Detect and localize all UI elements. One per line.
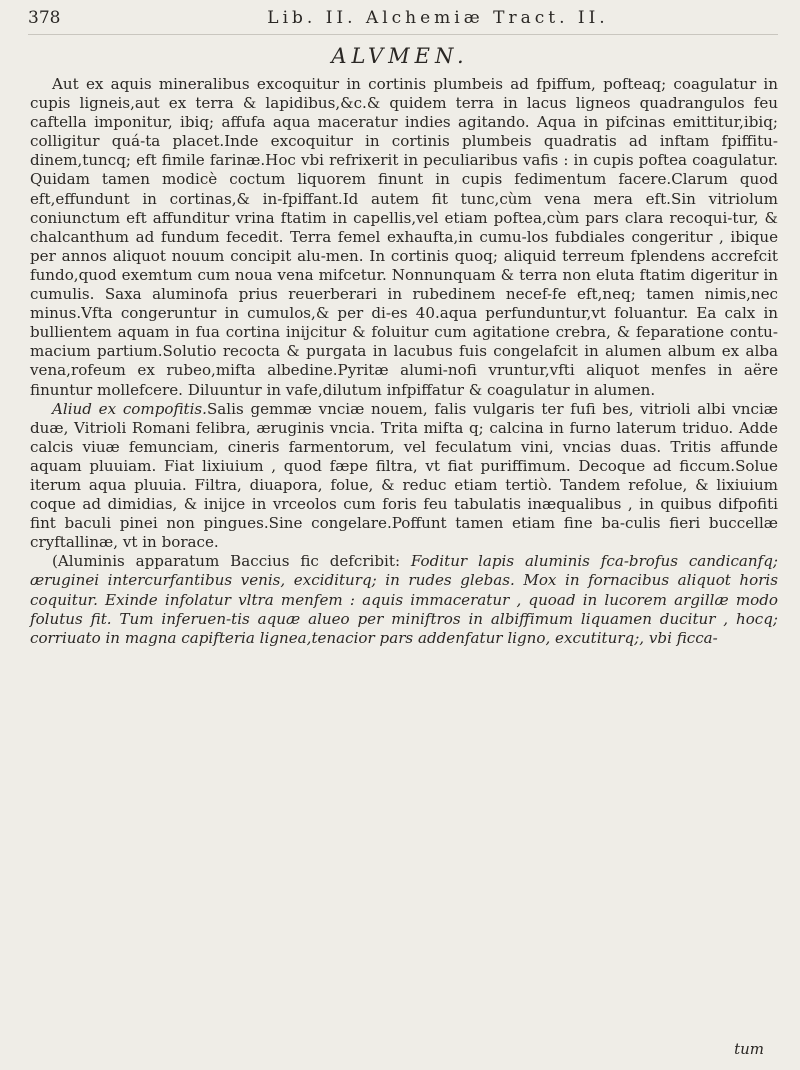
citation-quote: Foditur lapis aluminis fca-brofus candicanfq; æruginei intercurfantibus venis, exciditurq; in rudes glebas. Mox in fornacibus aliquot horis coquitur. Exinde infolatur vltra menfem : aquis immaceratur , quoad in lucorem argillæ modo folutus fit. Tum inferuen-tis aquæ alueo per miniftros in albiffimum liquamen ducitur , hocq; corriuato in magna capifteria lignea,tenacior pars addenfatur ligno, excutiturq;, vbi ficca- [30, 552, 778, 647]
page-number: 378 [28, 8, 61, 28]
paragraph-2 [30, 400, 778, 553]
header-rule [28, 34, 778, 35]
body-text [30, 75, 778, 648]
paragraph-1: Aut ex aquis mineralibus excoquitur in cortinis plumbeis ad fpiffum, pofteaq; coagulatur in cupis ligneis,aut ex terra & lapidibus,&c.& quidem terra in lacus ligneos quadrangulos feu caftella imponitur, ibiq; affufa aqua maceratur indies agitando. Aqua in pifcinas emittitur,ibiq; colligitur quá-ta placet.Inde excoquitur in cortinis plumbeis quadratis ad inftam fpiffitu-dinem,tuncq; eft fimile farinæ.Hoc vbi refrixerit in peculiaribus vafis : in cupis poftea coagulatur. Quidam tamen modicè coctum liquorem finunt in cupis fedimentum facere.Clarum quod eft,effundunt in cortinas,& in-fpiffant.Id autem fit tunc,cùm vena mera eft.Sin vitriolum coniunctum eft affunditur vrina ftatim in capellis,vel etiam poftea,cùm pars clara recoqui-tur, & chalcanthum ad fundum fecedit. Terra femel exhaufta,in cumu-los fubdiales congeritur , ibique per annos aliquot nouum concipit alu-men. In cortinis quoq; aliquid terreum fplendens accrefcit fundo,quod exemtum cum noua vena mifcetur. Nonnunquam & terra non eluta ftatim digeritur in cumulis. Saxa aluminofa prius reuerberari in rubedinem necef-fe eft,neq; tamen nimis,nec minus.Vfta congeruntur in cumulos,& per di-es 40.aqua perfunduntur,vt foluantur. Ea calx in bullientem aquam in fua cortina inijcitur & foluitur cum agitatione crebra, & feparatione contu-macium partium.Solutio recocta & purgata in lacubus fuis congelafcit in alumen album ex alba vena,rofeum ex rubeo,mifta albedine.Pyritæ alumi-nofi vruntur,vfti aliquot menfes in aëre finuntur mollefcere. Diluuntur in vafe,dilutum infpiffatur & coagulatur in alumen. [30, 75, 778, 399]
page-header [28, 6, 778, 30]
citation-intro: (Aluminis apparatum Baccius fic defcribit: [52, 552, 411, 571]
running-title: Lib. II. Alchemiæ Tract. II. [267, 8, 609, 28]
catchword: tum [734, 1040, 764, 1058]
recipe-heading: Aliud ex compofitis. [52, 399, 207, 418]
paragraph-3 [30, 552, 778, 647]
recipe-text: Salis gemmæ vnciæ nouem, falis vulgaris ter fufi bes, vitrioli albi vnciæ duæ, Vitrioli Romani felibra, æruginis vncia. Trita mifta q; calcina in furno laterum triduo. Adde calcis viuæ femunciam, cineris farmentorum, vel feculatum vini, vncias duas. Tritis affunde aquam pluuiam. Fiat lixiuium , quod fæpe filtra, vt fiat puriffimum. Decoque ad ficcum.Solue iterum aqua pluuia. Filtra, diuapora, folue, & reduc etiam tertiò. Tandem refolue, & lixiuium coque ad dimidias, & inijce in vrceolos cum foris feu tabulatis inæqualibus , in quibus difpofiti fint baculi pinei non pingues.Sine congelare.Poffunt tamen etiam fine ba-culis fieri buccellæ cryftallinæ, vt in borace. [30, 399, 778, 552]
section-title: ALVMEN. [331, 44, 469, 68]
